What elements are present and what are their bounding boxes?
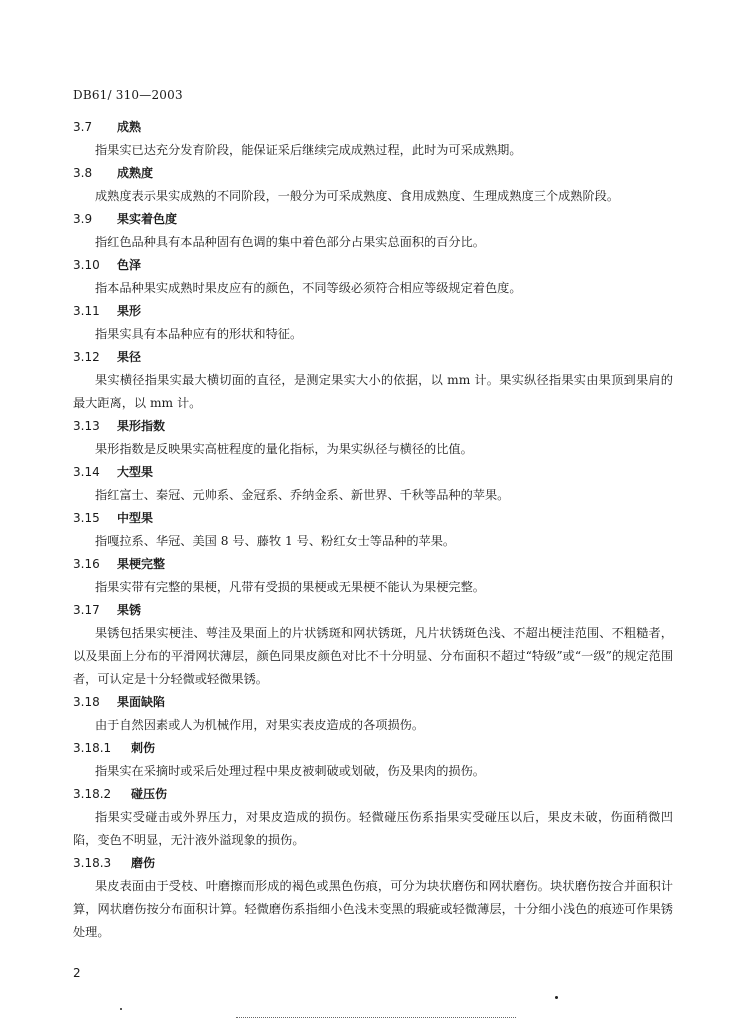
section-heading — [73, 461, 673, 484]
section-title: 果径 — [117, 350, 142, 364]
paragraph-text: 指果实在采摘时或采后处理过程中果皮被刺破或划破，伤及果肉的损伤。 — [95, 764, 485, 778]
section-title: 刺伤 — [131, 741, 156, 755]
section-number: 3.18 — [73, 695, 100, 709]
section — [73, 507, 673, 553]
section-title: 果梗完整 — [117, 557, 166, 571]
paragraph-text: 指红色品种具有本品种固有色调的集中着色部分占果实总面积的百分比。 — [95, 235, 485, 249]
section-number: 3.18.1 — [73, 741, 112, 755]
section-title: 大型果 — [117, 465, 154, 479]
section-heading — [73, 599, 673, 622]
section-number: 3.8 — [73, 166, 93, 180]
section-number: 3.14 — [73, 465, 100, 479]
section-title: 磨伤 — [131, 856, 156, 870]
section — [73, 300, 673, 346]
section-paragraph — [73, 277, 673, 300]
section-heading — [73, 346, 673, 369]
section-title: 色泽 — [117, 258, 142, 272]
section — [73, 116, 673, 162]
scan-speck — [120, 1008, 122, 1010]
document-code-header: DB61/ 310—2003 — [73, 88, 183, 102]
section-number: 3.17 — [73, 603, 100, 617]
paragraph-text: 指果实带有完整的果梗，凡带有受损的果梗或无果梗不能认为果梗完整。 — [95, 580, 485, 594]
section-title: 果形 — [117, 304, 142, 318]
page-number: 2 — [73, 966, 81, 980]
section-paragraph — [73, 576, 673, 599]
paragraph-text: 指果实具有本品种应有的形状和特征。 — [95, 327, 303, 341]
section-title: 中型果 — [117, 511, 154, 525]
scan-edge-dots — [236, 1017, 516, 1019]
section-heading — [73, 737, 673, 760]
section-heading — [73, 116, 673, 139]
section — [73, 461, 673, 507]
section — [73, 783, 673, 852]
section-paragraph — [73, 875, 673, 944]
section-number: 3.9 — [73, 212, 93, 226]
section-paragraph — [73, 185, 673, 208]
section — [73, 162, 673, 208]
paragraph-text: 指本品种果实成熟时果皮应有的颜色，不同等级必须符合相应等级规定着色度。 — [95, 281, 522, 295]
section — [73, 599, 673, 691]
section-paragraph — [73, 323, 673, 346]
section — [73, 691, 673, 737]
section-number: 3.18.3 — [73, 856, 112, 870]
section-title: 果锈 — [117, 603, 142, 617]
section-heading — [73, 783, 673, 806]
paragraph-text: 指嘎拉系、华冠、美国 8 号、藤牧 1 号、粉红女士等品种的苹果。 — [95, 534, 456, 548]
section-heading — [73, 691, 673, 714]
section-heading — [73, 300, 673, 323]
paragraph-text: 由于自然因素或人为机械作用，对果实表皮造成的各项损伤。 — [95, 718, 425, 732]
paragraph-text: 指果实已达充分发育阶段，能保证采后继续完成成熟过程，此时为可采成熟期。 — [95, 143, 522, 157]
section-title: 果实着色度 — [117, 212, 178, 226]
scan-speck — [555, 996, 558, 999]
section-number: 3.7 — [73, 120, 93, 134]
section-number: 3.11 — [73, 304, 100, 318]
section-title: 碰压伤 — [131, 787, 168, 801]
section-number: 3.18.2 — [73, 787, 112, 801]
paragraph-text: 成熟度表示果实成熟的不同阶段，一般分为可采成熟度、食用成熟度、生理成熟度三个成熟阶段。 — [95, 189, 620, 203]
section-heading — [73, 553, 673, 576]
sections-list — [73, 116, 673, 944]
paragraph-text: 果皮表面由于受枝、叶磨擦而形成的褐色或黑色伤痕，可分为块状磨伤和网状磨伤。块状磨伤按合并面积计算，网状磨伤按分布面积计算。轻微磨伤系指细小色浅未变黑的瑕疵或轻微薄层，十分细小浅色的痕迹可作果锈处理。 — [73, 879, 673, 939]
section-number: 3.10 — [73, 258, 100, 272]
section-title: 果形指数 — [117, 419, 166, 433]
section-paragraph — [73, 760, 673, 783]
section-number: 3.15 — [73, 511, 100, 525]
section — [73, 254, 673, 300]
paragraph-text: 指果实受碰击或外界压力，对果皮造成的损伤。轻微碰压伤系指果实受碰压以后，果皮未破，伤面稍微凹陷，变色不明显，无汁液外溢现象的损伤。 — [73, 810, 673, 847]
section-paragraph — [73, 369, 673, 415]
section-heading — [73, 415, 673, 438]
section — [73, 737, 673, 783]
section-paragraph — [73, 231, 673, 254]
section-title: 果面缺陷 — [117, 695, 166, 709]
section-paragraph — [73, 530, 673, 553]
section-paragraph — [73, 139, 673, 162]
section-paragraph — [73, 806, 673, 852]
section-number: 3.13 — [73, 419, 100, 433]
section-number: 3.12 — [73, 350, 100, 364]
paragraph-text: 果形指数是反映果实高桩程度的量化指标，为果实纵径与横径的比值。 — [95, 442, 473, 456]
section-heading — [73, 507, 673, 530]
section-title: 成熟 — [117, 120, 142, 134]
section-paragraph — [73, 714, 673, 737]
section — [73, 346, 673, 415]
section-paragraph — [73, 484, 673, 507]
section-paragraph — [73, 622, 673, 691]
section — [73, 553, 673, 599]
section-paragraph — [73, 438, 673, 461]
section — [73, 852, 673, 944]
paragraph-text: 果锈包括果实梗洼、萼洼及果面上的片状锈斑和网状锈斑，凡片状锈斑色浅、不超出梗洼范围、不粗糙者，以及果面上分布的平滑网状薄层，颜色同果皮颜色对比不十分明显、分布面积不超过“特级”或“一级”的规定范围者，可认定是十分轻微或轻微果锈。 — [73, 626, 673, 686]
section-heading — [73, 852, 673, 875]
section-heading — [73, 162, 673, 185]
section-number: 3.16 — [73, 557, 100, 571]
section — [73, 208, 673, 254]
section-heading — [73, 254, 673, 277]
section-title: 成熟度 — [117, 166, 154, 180]
paragraph-text: 果实横径指果实最大横切面的直径，是测定果实大小的依据，以 mm 计。果实纵径指果实由果顶到果肩的最大距离，以 mm 计。 — [73, 373, 673, 410]
paragraph-text: 指红富士、秦冠、元帅系、金冠系、乔纳金系、新世界、千秋等品种的苹果。 — [95, 488, 510, 502]
section — [73, 415, 673, 461]
section-heading — [73, 208, 673, 231]
